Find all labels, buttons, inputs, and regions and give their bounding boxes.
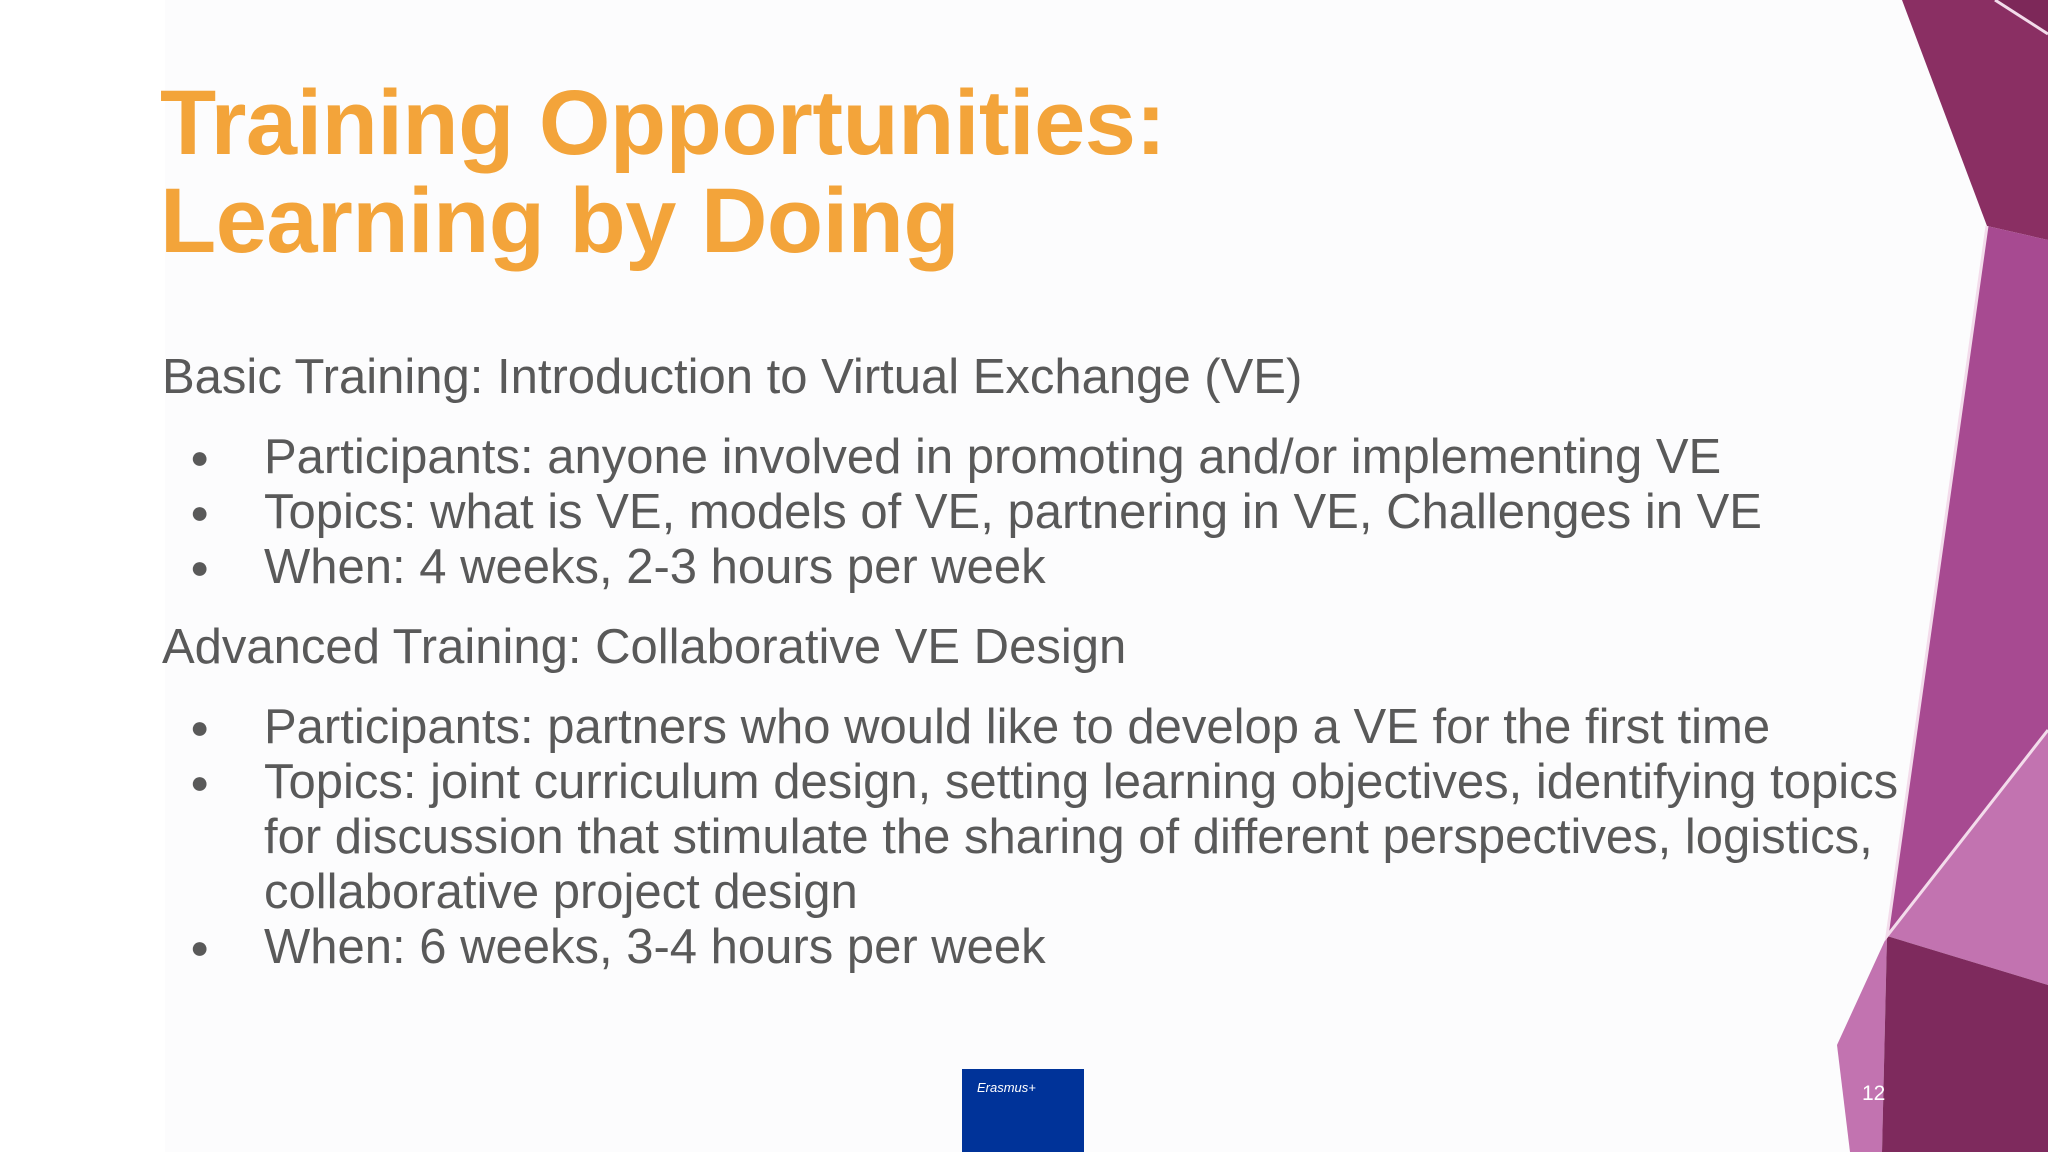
bullet-text: When: 4 weeks, 2-3 hours per week [264, 540, 1046, 594]
bullet-text: Topics: joint curriculum design, setting learning objectives, identifying topics for discussion that stimulate the sharing of different perspectives, logistics, collaborative project design [264, 755, 1899, 919]
title-line-1: Training Opportunities: [160, 72, 1166, 174]
bullet-item [162, 485, 1902, 540]
bullet-dot-icon: ● [190, 549, 210, 585]
bullet-text: When: 6 weeks, 3-4 hours per week [264, 920, 1046, 974]
bullet-list-advanced [162, 700, 1902, 975]
bullet-dot-icon: ● [190, 439, 210, 475]
bullet-item [162, 540, 1902, 595]
section-heading-basic: Basic Training: Introduction to Virtual Exchange (VE) [162, 350, 1303, 404]
decor-shape-top-dark [1902, 0, 2048, 240]
erasmus-logo-text: Erasmus+ [977, 1080, 1036, 1095]
section-heading-advanced: Advanced Training: Collaborative VE Design [162, 620, 1127, 674]
bullet-item [162, 700, 1902, 755]
bullet-dot-icon: ● [190, 709, 210, 745]
bullet-text: Participants: partners who would like to develop a VE for the first time [264, 700, 1771, 754]
bullet-text: Participants: anyone involved in promoting and/or implementing VE [264, 430, 1722, 484]
bullet-item [162, 920, 1902, 975]
bullet-list-basic [162, 430, 1902, 595]
bullet-item [162, 430, 1902, 485]
erasmus-logo [962, 1069, 1084, 1152]
bullet-dot-icon: ● [190, 929, 210, 965]
bullet-text: Topics: what is VE, models of VE, partnering in VE, Challenges in VE [264, 485, 1762, 539]
bullet-dot-icon: ● [190, 764, 210, 800]
bullet-item [162, 755, 1902, 920]
slide-title [160, 74, 1166, 270]
title-line-2: Learning by Doing [160, 170, 960, 272]
page-number: 12 [1862, 1082, 1886, 1105]
bullet-dot-icon: ● [190, 494, 210, 530]
slide-body [162, 350, 1902, 1000]
